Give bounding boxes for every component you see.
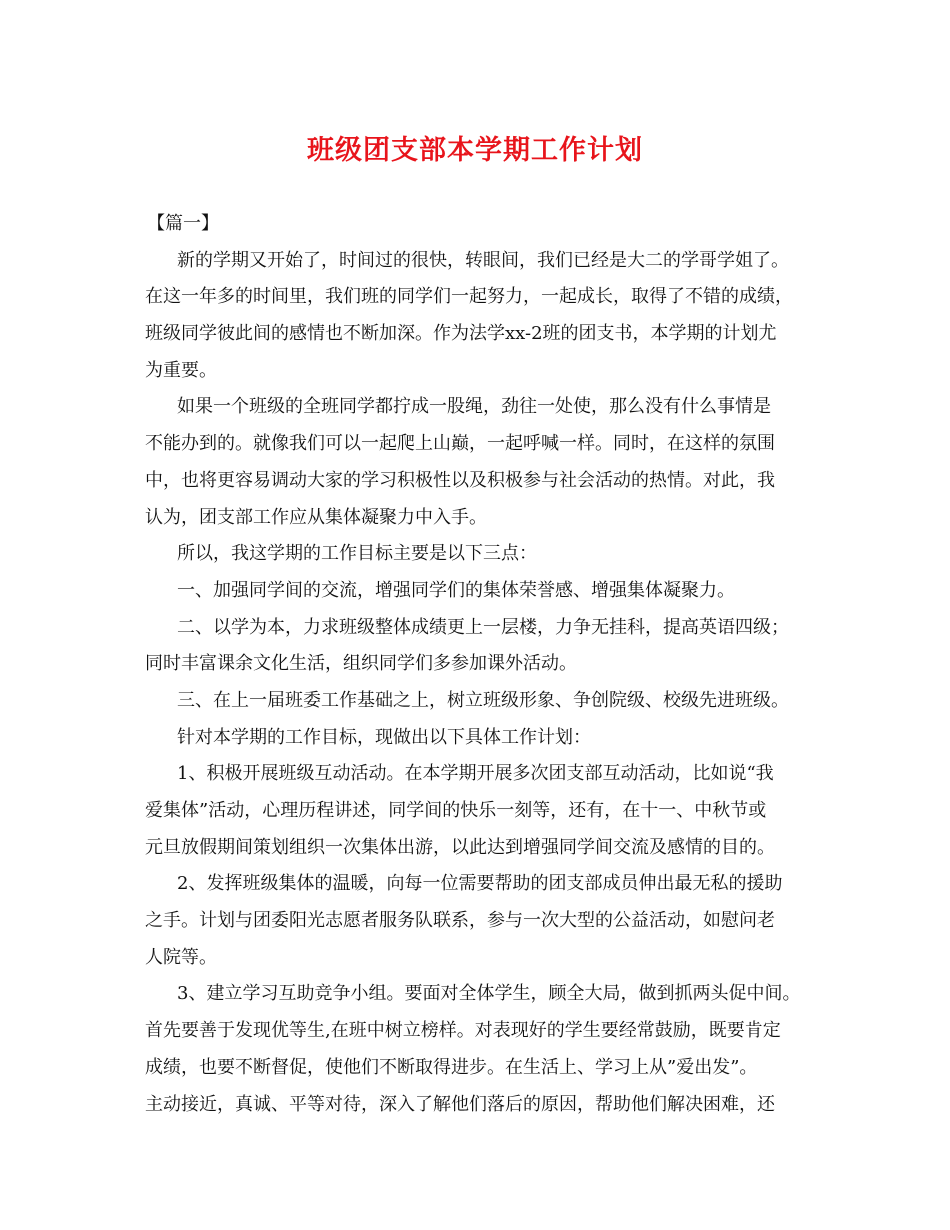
paragraph-line: 同时丰富课余文化生活，组织同学们多参加课外活动。: [145, 653, 577, 675]
paragraph-line: 为重要。: [145, 359, 217, 381]
section-label: 【篇一】: [147, 213, 219, 234]
paragraph-line: 新的学期又开始了，时间过的很快，转眼间，我们已经是大二的学哥学姐了。: [177, 249, 789, 271]
paragraph-line: 二、以学为本，力求班级整体成绩更上一层楼，力争无挂科，提高英语四级；: [177, 616, 789, 638]
paragraph-line: 一、加强同学间的交流，增强同学们的集体荣誉感、增强集体凝聚力。: [177, 579, 735, 601]
paragraph-line: 爱集体”活动，心理历程讲述，同学间的快乐一刻等，还有，在十一、中秋节或: [145, 800, 767, 821]
paragraph-line: 中，也将更容易调动大家的学习积极性以及积极参与社会活动的热情。对此，我: [145, 469, 775, 491]
paragraph-line: 元旦放假期间策划组织一次集体出游，以此达到增强同学间交流及感情的目的。: [145, 836, 775, 858]
document-body: [145, 206, 820, 1123]
paragraph-line: 所以，我这学期的工作目标主要是以下三点：: [177, 543, 537, 565]
paragraph-line: 班级同学彼此间的感情也不断加深。作为法学xx-2班的团支书，本学期的计划尤: [145, 323, 777, 345]
paragraph-line: 三、在上一届班委工作基础之上，树立班级形象、争创院级、校级先进班级。: [177, 689, 789, 711]
paragraph-line: 2、发挥班级集体的温暖，向每一位需要帮助的团支部成员伸出最无私的援助: [177, 873, 783, 895]
paragraph-line: 如果一个班级的全班同学都拧成一股绳，劲往一处使，那么没有什么事情是: [177, 396, 771, 418]
paragraph-line: 在这一年多的时间里，我们班的同学们一起努力，一起成长，取得了不错的成绩，: [145, 286, 793, 308]
paragraph-line: 成绩，也要不断督促，使他们不断取得进步。在生活上、学习上从”爱出发”。: [145, 1056, 758, 1078]
paragraph-line: 之手。计划与团委阳光志愿者服务队联系，参与一次大型的公益活动，如慰问老: [145, 910, 775, 932]
paragraph-line: 针对本学期的工作目标，现做出以下具体工作计划：: [177, 726, 591, 748]
paragraph-line: 1、积极开展班级互动活动。在本学期开展多次团支部互动活动，比如说“我: [177, 763, 774, 785]
paragraph-line: 3、建立学习互助竞争小组。要面对全体学生，顾全大局，做到抓两头促中间。: [177, 983, 801, 1005]
paragraph-line: 主动接近，真诚、平等对待，深入了解他们落后的原因，帮助他们解决困难，还: [145, 1093, 775, 1115]
paragraph-line: 认为，团支部工作应从集体凝聚力中入手。: [145, 506, 487, 528]
paragraph-line: 不能办到的。就像我们可以一起爬上山巅，一起呼喊一样。同时，在这样的氛围: [145, 433, 775, 455]
document-title: 班级团支部本学期工作计划: [307, 135, 643, 166]
paragraph-line: 人院等。: [145, 946, 217, 968]
paragraph-line: 首先要善于发现优等生,在班中树立榜样。对表现好的学生要经常鼓励，既要肯定: [145, 1020, 781, 1042]
